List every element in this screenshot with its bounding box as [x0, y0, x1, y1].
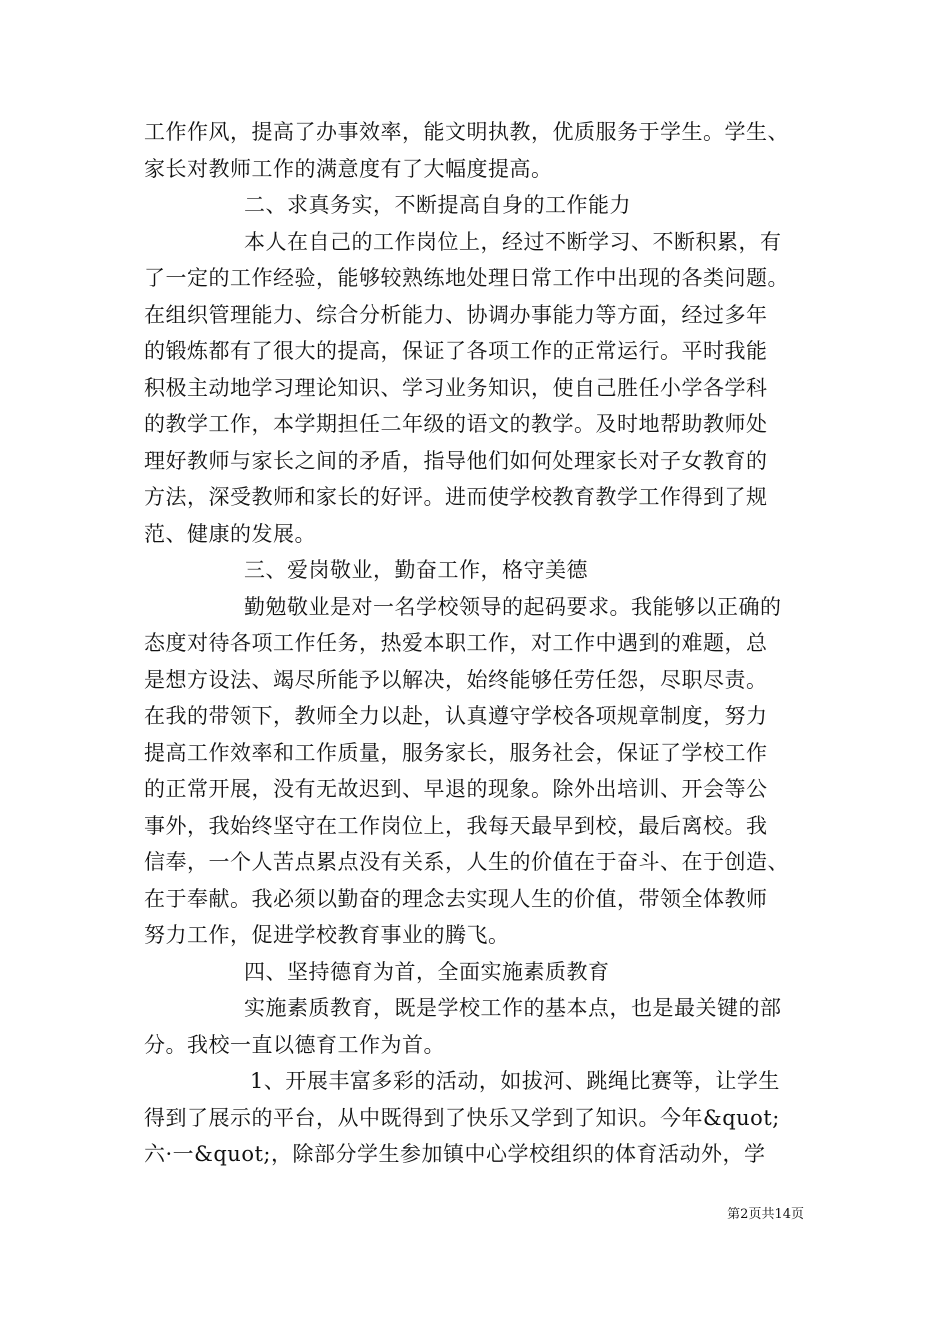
text-line: 1、开展丰富多彩的活动，如拔河、跳绳比赛等，让学生	[250, 1069, 780, 1093]
text-line: 态度对待各项工作任务，热爱本职工作，对工作中遇到的难题，总	[144, 631, 768, 655]
text-line: 六·一&quot;，除部分学生参加镇中心学校组织的体育活动外，学	[144, 1142, 766, 1166]
text-line: 努力工作，促进学校教育事业的腾飞。	[144, 923, 510, 947]
text-line: 的正常开展，没有无故迟到、早退的现象。除外出培训、开会等公	[144, 777, 768, 801]
text-line: 了一定的工作经验，能够较熟练地处理日常工作中出现的各类问题。	[144, 266, 789, 290]
section-heading: 二、求真务实，不断提高自身的工作能力	[244, 193, 631, 217]
text-line: 本人在自己的工作岗位上，经过不断学习、不断积累，有	[244, 230, 782, 254]
text-line: 是想方设法、竭尽所能予以解决，始终能够任劳任怨，尽职尽责。	[144, 668, 768, 692]
text-line: 勤勉敬业是对一名学校领导的起码要求。我能够以正确的	[244, 595, 782, 619]
text-line: 在组织管理能力、综合分析能力、协调办事能力等方面，经过多年	[144, 303, 768, 327]
text-line: 的锻炼都有了很大的提高，保证了各项工作的正常运行。平时我能	[144, 339, 768, 363]
page-footer: 第2页共14页	[727, 1207, 804, 1222]
text-line: 分。我校一直以德育工作为首。	[144, 1033, 445, 1057]
text-line: 家长对教师工作的满意度有了大幅度提高。	[144, 157, 553, 181]
text-line: 提高工作效率和工作质量，服务家长，服务社会，保证了学校工作	[144, 741, 768, 765]
text-line: 方法，深受教师和家长的好评。进而使学校教育教学工作得到了规	[144, 485, 768, 509]
text-line: 在于奉献。我必须以勤奋的理念去实现人生的价值，带领全体教师	[144, 887, 768, 911]
text-line: 信奉，一个人苦点累点没有关系，人生的价值在于奋斗、在于创造、	[144, 850, 789, 874]
text-line: 工作作风，提高了办事效率，能文明执教，优质服务于学生。学生、	[144, 120, 789, 144]
text-line: 积极主动地学习理论知识、学习业务知识，使自己胜任小学各学科	[144, 376, 768, 400]
text-line: 理好教师与家长之间的矛盾，指导他们如何处理家长对子女教育的	[144, 449, 768, 473]
section-heading: 四、坚持德育为首，全面实施素质教育	[244, 960, 610, 984]
text-line: 在我的带领下，教师全力以赴，认真遵守学校各项规章制度，努力	[144, 704, 768, 728]
text-line: 范、健康的发展。	[144, 522, 316, 546]
text-line: 实施素质教育，既是学校工作的基本点，也是最关键的部	[244, 996, 782, 1020]
text-line: 事外，我始终坚守在工作岗位上，我每天最早到校，最后离校。我	[144, 814, 768, 838]
text-line: 的教学工作，本学期担任二年级的语文的教学。及时地帮助教师处	[144, 412, 768, 436]
text-line: 得到了展示的平台，从中既得到了快乐又学到了知识。今年&quot;	[144, 1106, 780, 1130]
section-heading: 三、爱岗敬业，勤奋工作，格守美德	[244, 558, 588, 582]
